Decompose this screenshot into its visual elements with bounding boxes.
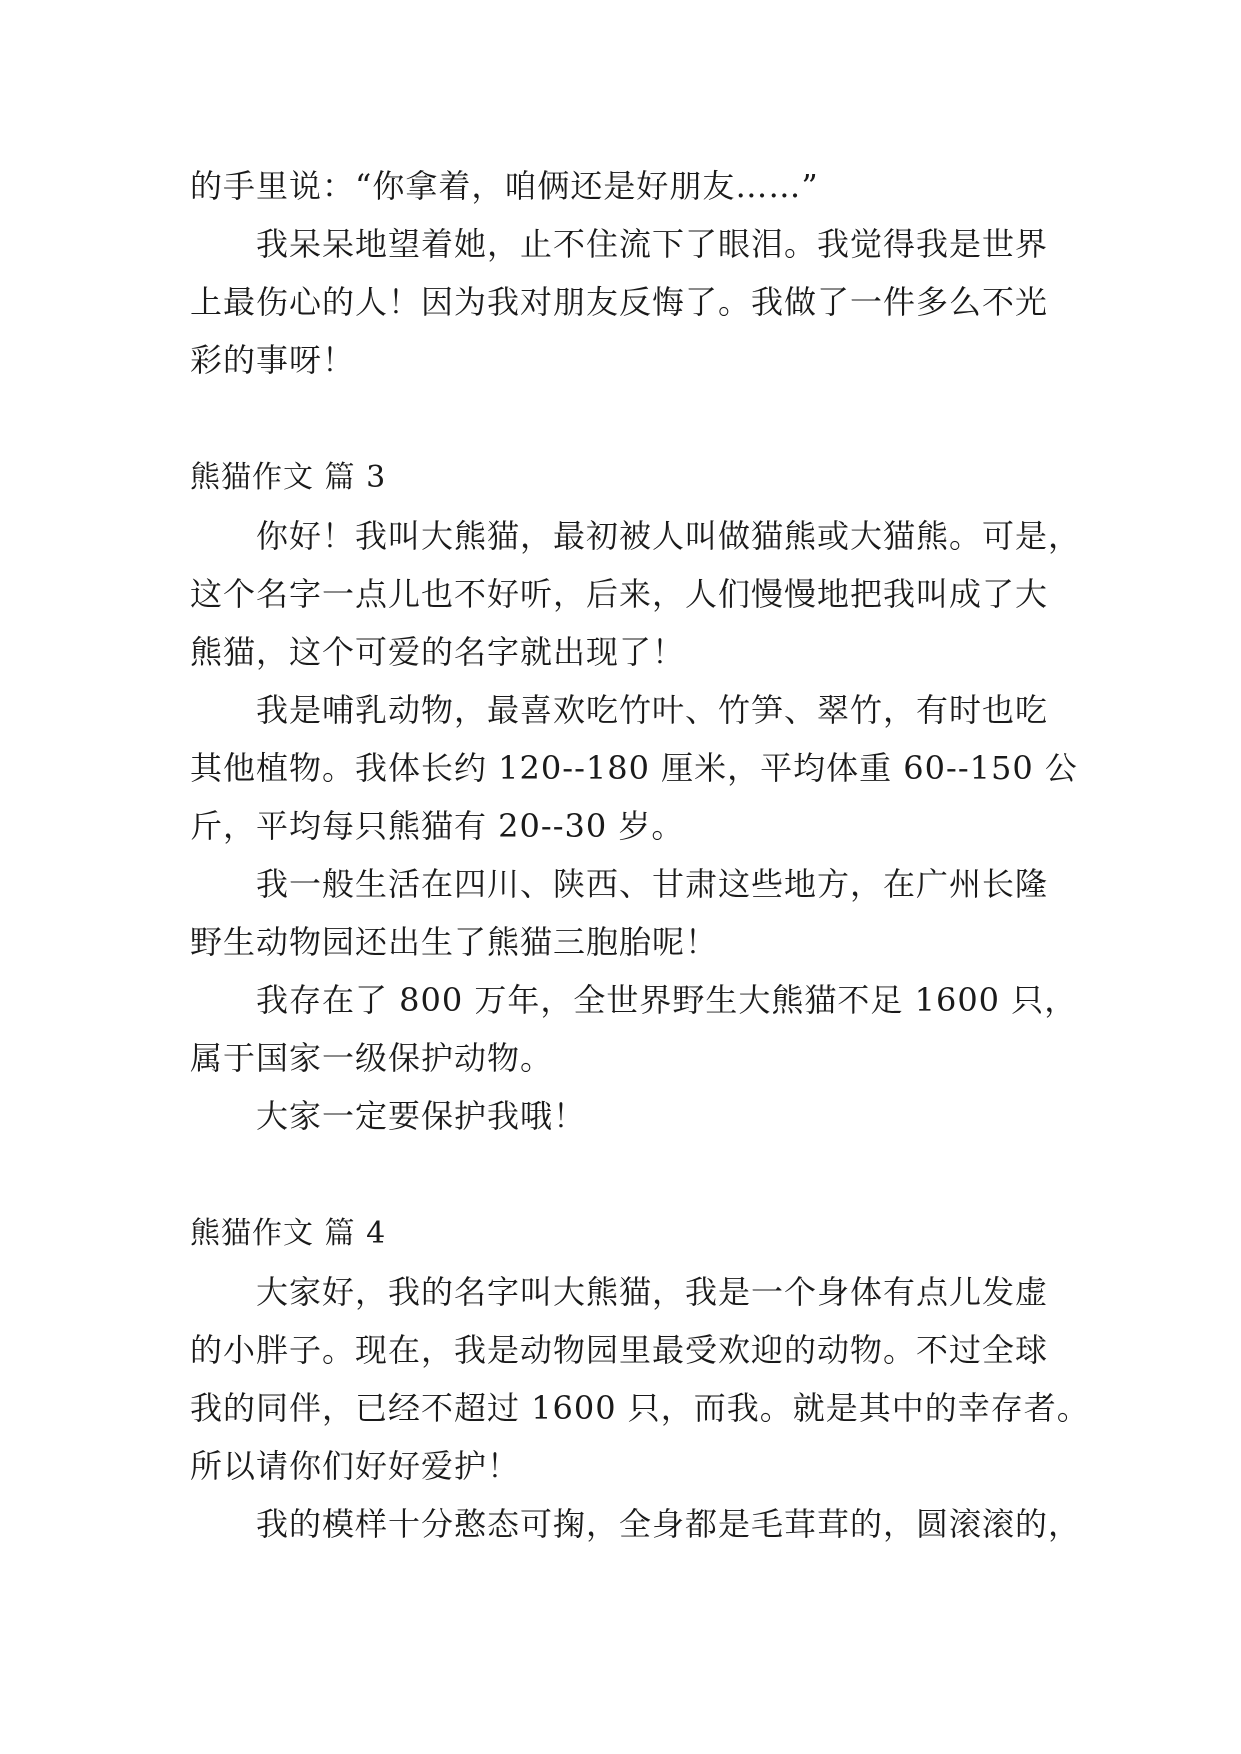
- section-heading: 熊猫作文 篇 4: [190, 1216, 387, 1251]
- section-heading: 熊猫作文 篇 3: [190, 460, 387, 495]
- text-line: 我存在了 800 万年，全世界野生大熊猫不足 1600 只，: [256, 981, 1078, 1019]
- text-line: 野生动物园还出生了熊猫三胞胎呢！: [190, 923, 719, 961]
- text-line: 我的模样十分憨态可掬，全身都是毛茸茸的，圆滚滚的，: [256, 1505, 1082, 1543]
- text-line: 属于国家一级保护动物。: [190, 1039, 554, 1077]
- text-line: 彩的事呀！: [190, 341, 356, 379]
- text-line: 的小胖子。现在，我是动物园里最受欢迎的动物。不过全球: [190, 1331, 1049, 1369]
- text-line: 大家一定要保护我哦！: [256, 1097, 587, 1135]
- text-line: 所以请你们好好爱护！: [190, 1447, 521, 1485]
- text-line: 其他植物。我体长约 120--180 厘米，平均体重 60--150 公: [190, 749, 1078, 787]
- text-line: 这个名字一点儿也不好听，后来，人们慢慢地把我叫成了大: [190, 575, 1049, 613]
- text-line: 我是哺乳动物，最喜欢吃竹叶、竹笋、翠竹，有时也吃: [256, 691, 1049, 729]
- text-line: 大家好，我的名字叫大熊猫，我是一个身体有点儿发虚: [256, 1273, 1049, 1311]
- text-line: 的手里说：“你拿着，咱俩还是好朋友……”: [190, 167, 819, 205]
- text-line: 我呆呆地望着她，止不住流下了眼泪。我觉得我是世界: [256, 225, 1049, 263]
- text-line: 你好！我叫大熊猫，最初被人叫做猫熊或大猫熊。可是，: [256, 517, 1082, 555]
- text-line: 熊猫，这个可爱的名字就出现了！: [190, 633, 686, 671]
- text-line: 我的同伴，已经不超过 1600 只，而我。就是其中的幸存者。: [190, 1389, 1090, 1427]
- text-line: 我一般生活在四川、陕西、甘肃这些地方，在广州长隆: [256, 865, 1049, 903]
- text-line: 斤，平均每只熊猫有 20--30 岁。: [190, 807, 685, 845]
- text-line: 上最伤心的人！因为我对朋友反悔了。我做了一件多么不光: [190, 283, 1049, 321]
